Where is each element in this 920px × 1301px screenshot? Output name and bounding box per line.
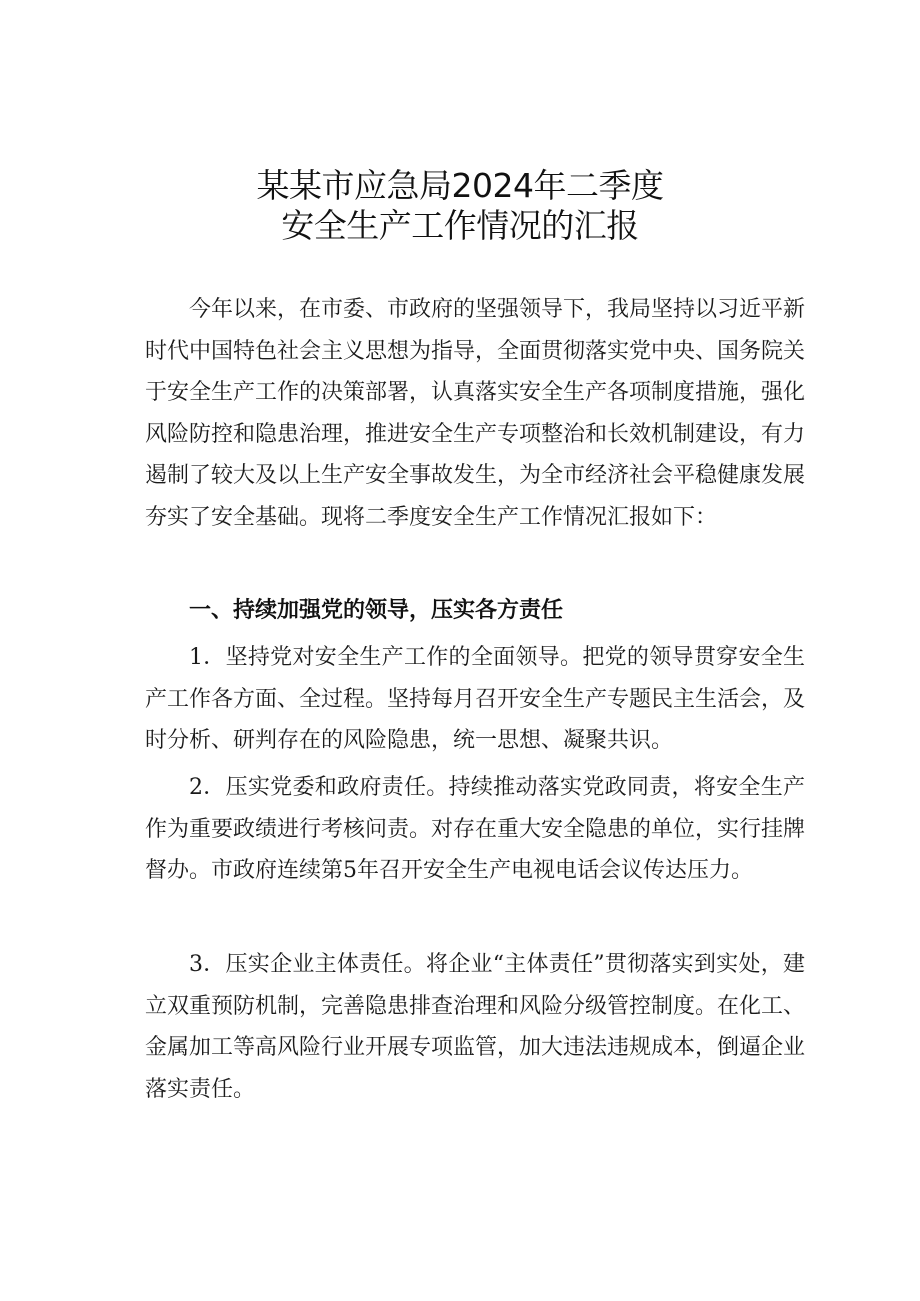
section-1-item-1: 1．坚持党对安全生产工作的全面领导。把党的领导贯穿安全生产工作各方面、全过程。坚持每月召开安全生产专题民主生活会，及时分析、研判存在的风险隐患，统一思想、凝聚共识。 <box>145 645 806 753</box>
document-title-line-1: 某某市应急局2024年二季度 <box>256 166 664 205</box>
document-title-line-2: 安全生产工作情况的汇报 <box>281 206 639 245</box>
intro-paragraph: 今年以来，在市委、市政府的坚强领导下，我局坚持以习近平新时代中国特色社会主义思想为指导，全面贯彻落实党中央、国务院关于安全生产工作的决策部署，认真落实安全生产各项制度措施，强化风险防控和隐患治理，推进安全生产专项整治和长效机制建设，有力遏制了较大及以上生产安全事故发生，为全市经济社会平稳健康发展夯实了安全基础。现将二季度安全生产工作情况汇报如下： <box>145 297 806 530</box>
section-1-item-3: 3．压实企业主体责任。将企业“主体责任”贯彻落实到实处，建立双重预防机制，完善隐患排查治理和风险分级管控制度。在化工、金属加工等高风险行业开展专项监管，加大违法违规成本，倒逼企业落实责任。 <box>145 952 806 1102</box>
section-1-heading: 一、持续加强党的领导，压实各方责任 <box>189 598 564 623</box>
section-1-item-2: 2．压实党委和政府责任。持续推动落实党政同责，将安全生产作为重要政绩进行考核问责。对存在重大安全隐患的单位，实行挂牌督办。市政府连续第5年召开安全生产电视电话会议传达压力。 <box>145 775 806 883</box>
